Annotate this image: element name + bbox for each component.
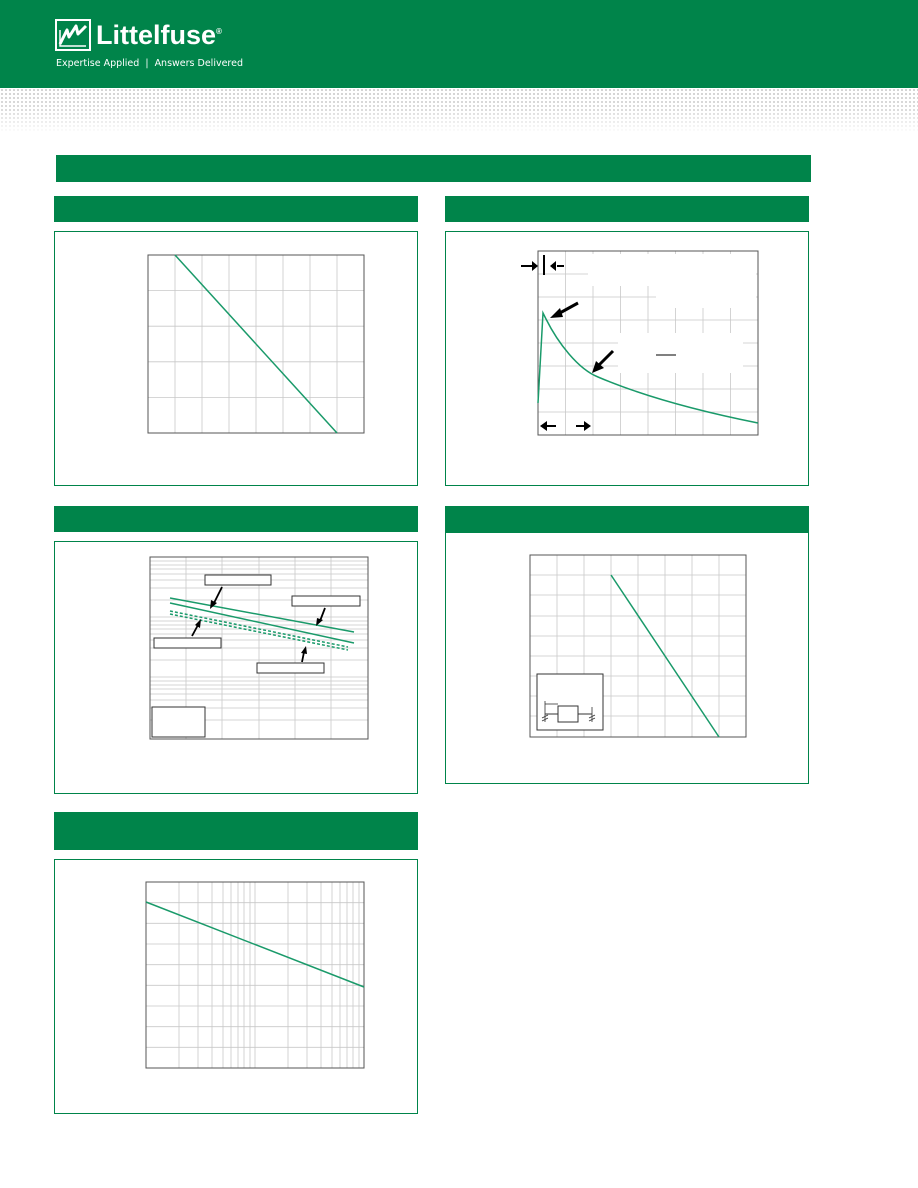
- section-header-bar: [56, 155, 811, 182]
- brand-name: Littelfuse®: [96, 20, 222, 50]
- callout-box-3: [154, 638, 221, 648]
- chart-middle-left: [150, 557, 368, 739]
- callout-box-4: [257, 663, 324, 673]
- panel-title-middle-right: [445, 506, 809, 532]
- panel-title-middle-left: [54, 506, 418, 532]
- pulse-schematic-inset: [537, 674, 603, 730]
- panel-title-bottom-left: [54, 812, 418, 850]
- legend-box: [152, 707, 205, 737]
- brand-tagline: Expertise Applied | Answers Delivered: [56, 58, 243, 69]
- chart-top-left: [148, 255, 364, 433]
- littelfuse-logo-icon: [56, 20, 90, 50]
- chart-middle-right: [530, 555, 746, 737]
- panel-title-top-right: [445, 196, 809, 222]
- callout-box-1: [205, 575, 271, 585]
- page-header: [0, 0, 918, 88]
- panel-title-top-left: [54, 196, 418, 222]
- callout-box-2: [292, 596, 360, 606]
- arrow-icons-top-right: [520, 258, 760, 433]
- chart-bottom-left: [146, 882, 364, 1068]
